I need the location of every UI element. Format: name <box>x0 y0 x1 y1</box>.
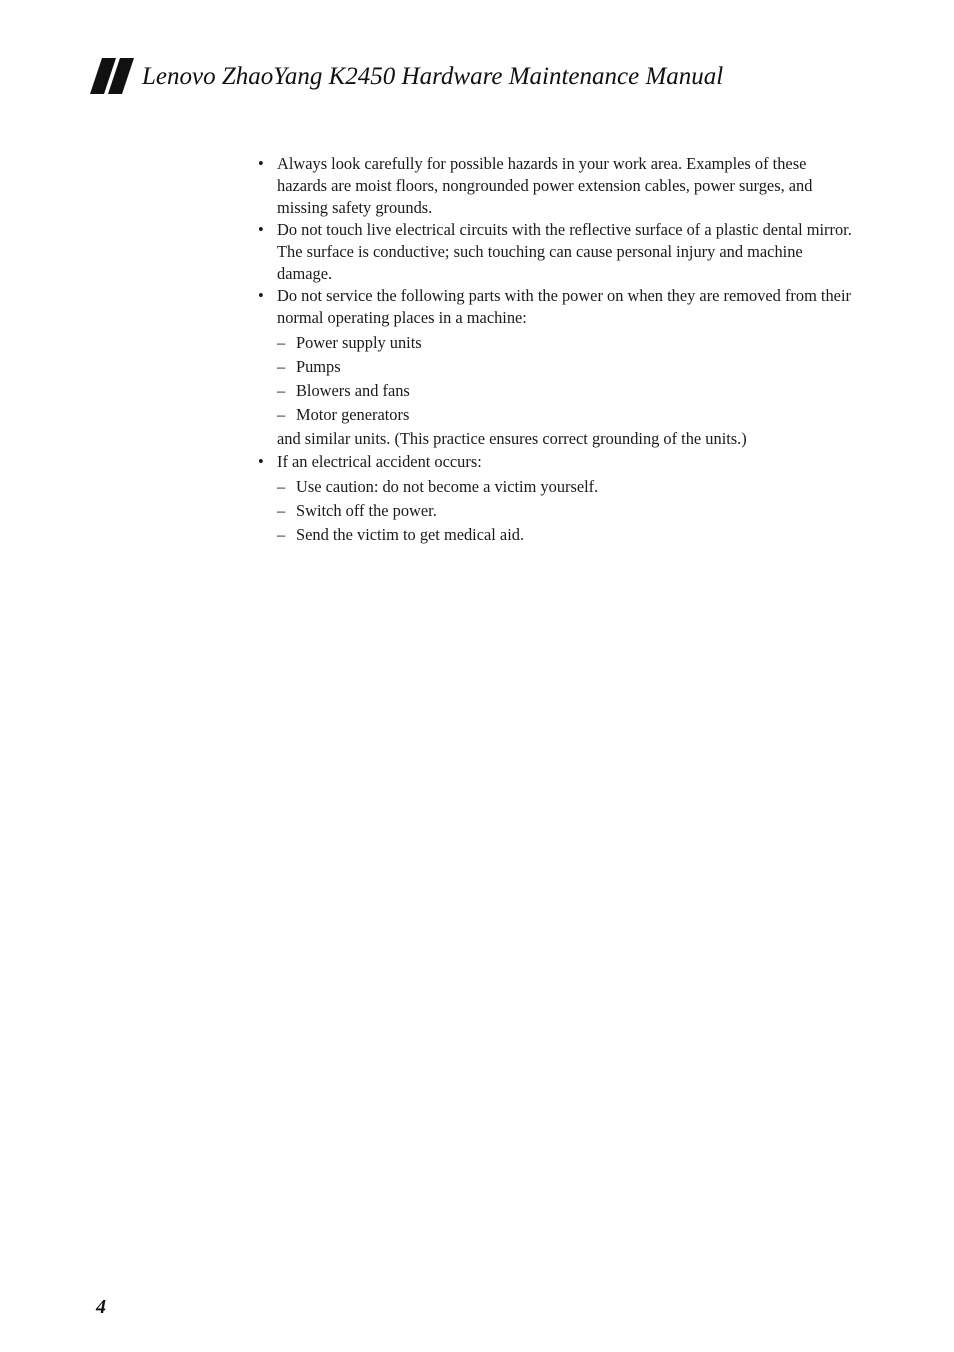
bullet-text: Always look carefully for possible hazards in your work area. Examples of these hazards are moist floors, nongrounded power extension cables, power surges, and missing safety grounds. <box>277 154 813 217</box>
double-slash-mark-icon <box>90 58 134 94</box>
sub-list-item: – Motor generators <box>258 403 858 427</box>
sub-list-item: – Blowers and fans <box>258 379 858 403</box>
bullet-text: Do not touch live electrical circuits with the reflective surface of a plastic dental mirror. The surface is conductive; such touching can cause personal injury and machine damage. <box>277 220 852 283</box>
list-item <box>258 153 858 219</box>
sub-list-item: – Send the victim to get medical aid. <box>258 523 858 547</box>
sub-list-item: – Switch off the power. <box>258 499 858 523</box>
sub-list-item: – Use caution: do not become a victim yourself. <box>258 475 858 499</box>
list-item <box>258 451 858 473</box>
bullet-text: Do not service the following parts with the power on when they are removed from their normal operating places in a machine: <box>277 286 851 327</box>
sub-list-item: – Power supply units <box>258 331 858 355</box>
sub-list-item: – Pumps <box>258 355 858 379</box>
list-item <box>258 285 858 329</box>
page-number: 4 <box>96 1296 106 1318</box>
page-header <box>90 56 723 96</box>
manual-title: Lenovo ZhaoYang K2450 Hardware Maintenance Manual <box>142 62 724 90</box>
continuation-text: and similar units. (This practice ensures correct grounding of the units.) <box>277 429 747 448</box>
list-item <box>258 219 858 285</box>
bullet-text: If an electrical accident occurs: <box>277 452 482 471</box>
sub-list <box>258 331 858 427</box>
safety-content <box>258 153 858 547</box>
sub-list <box>258 475 858 547</box>
